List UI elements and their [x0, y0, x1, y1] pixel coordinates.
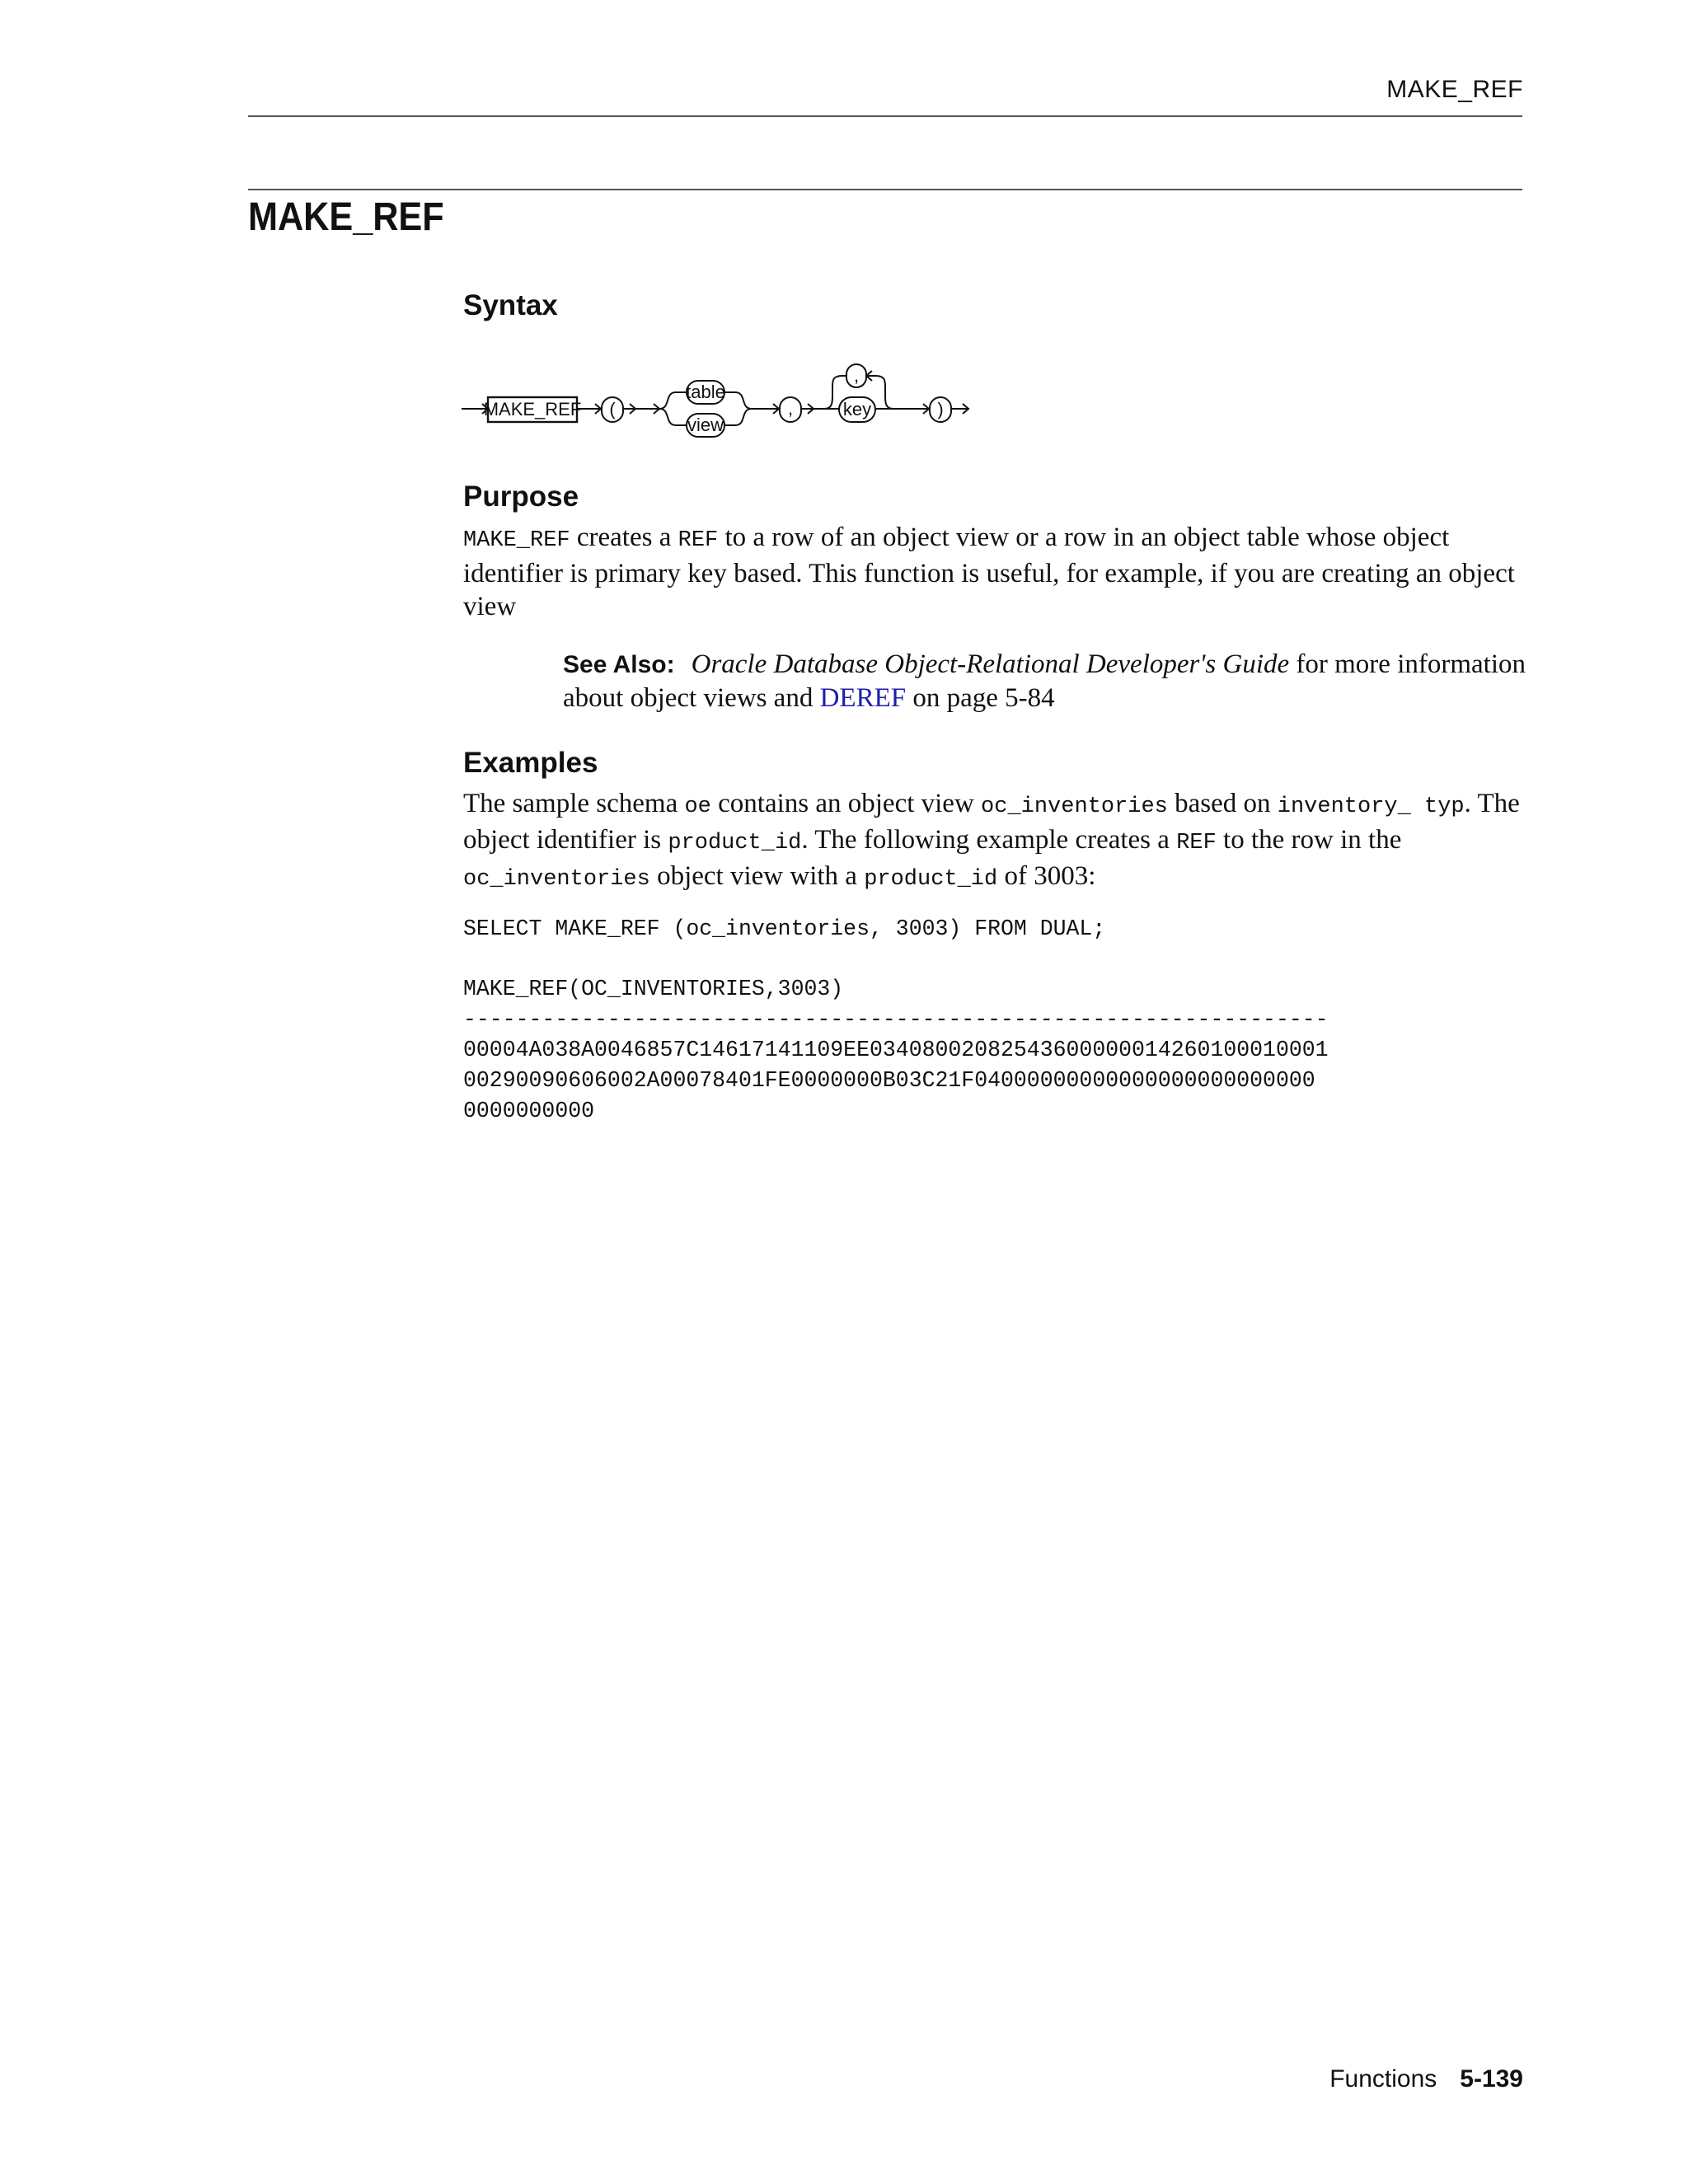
diagram-table: table [686, 382, 725, 402]
diagram-keyword: MAKE_REF [483, 399, 582, 419]
diagram-close-paren: ) [937, 399, 944, 419]
syntax-heading: Syntax [463, 289, 558, 321]
diagram-loop-comma: , [853, 365, 860, 386]
running-header: MAKE_REF [1386, 76, 1523, 103]
page-title: MAKE_REF [248, 195, 444, 239]
examples-heading: Examples [463, 747, 598, 779]
diagram-key: key [842, 399, 872, 419]
inline-code: REF [678, 528, 719, 553]
syntax-diagram [458, 338, 1035, 462]
example-result: MAKE_REF(OC_INVENTORIES,3003) ------------------------------------------------------------------ 00004A038A0046857C14617141109EE03408002082543600000014260100010001 00290090606002A00078401FE0000000B03C21F04000000000000000000000000 0000000000 [463, 977, 1329, 1123]
footer-section: Functions [1329, 2065, 1437, 2093]
purpose-heading: Purpose [463, 480, 579, 513]
main-content [463, 288, 1526, 1127]
page-number: 5-139 [1460, 2065, 1523, 2093]
diagram-open-paren: ( [609, 399, 616, 419]
page-footer [1329, 2065, 1523, 2093]
deref-link[interactable]: DEREF [819, 683, 907, 713]
title-rule [248, 189, 1522, 190]
see-also-note: See Also: Oracle Database Object-Relational Developer's Guide for more information about object views and DEREF on page 5-84 [563, 649, 1526, 713]
diagram-view: view [687, 415, 724, 435]
header-rule [248, 115, 1522, 117]
see-also-label: See Also: [563, 651, 675, 678]
inline-code: MAKE_REF [463, 528, 570, 553]
diagram-comma: , [787, 398, 794, 419]
purpose-paragraph: MAKE_REF creates a REF to a row of an object view or a row in an object table whose object identifier is primary key based. This function is useful, for example, if you are creating an object view [463, 523, 1515, 621]
example-query: SELECT MAKE_REF (oc_inventories, 3003) FROM DUAL; [463, 916, 1106, 941]
examples-paragraph: The sample schema oe contains an object view oc_inventories based on inventory_ typ. The object identifier is product_id. The following example creates a REF to the row in the oc_inventories object view with a product_id of 3003: [463, 789, 1520, 892]
guide-title: Oracle Database Object-Relational Developer's Guide [691, 649, 1290, 679]
